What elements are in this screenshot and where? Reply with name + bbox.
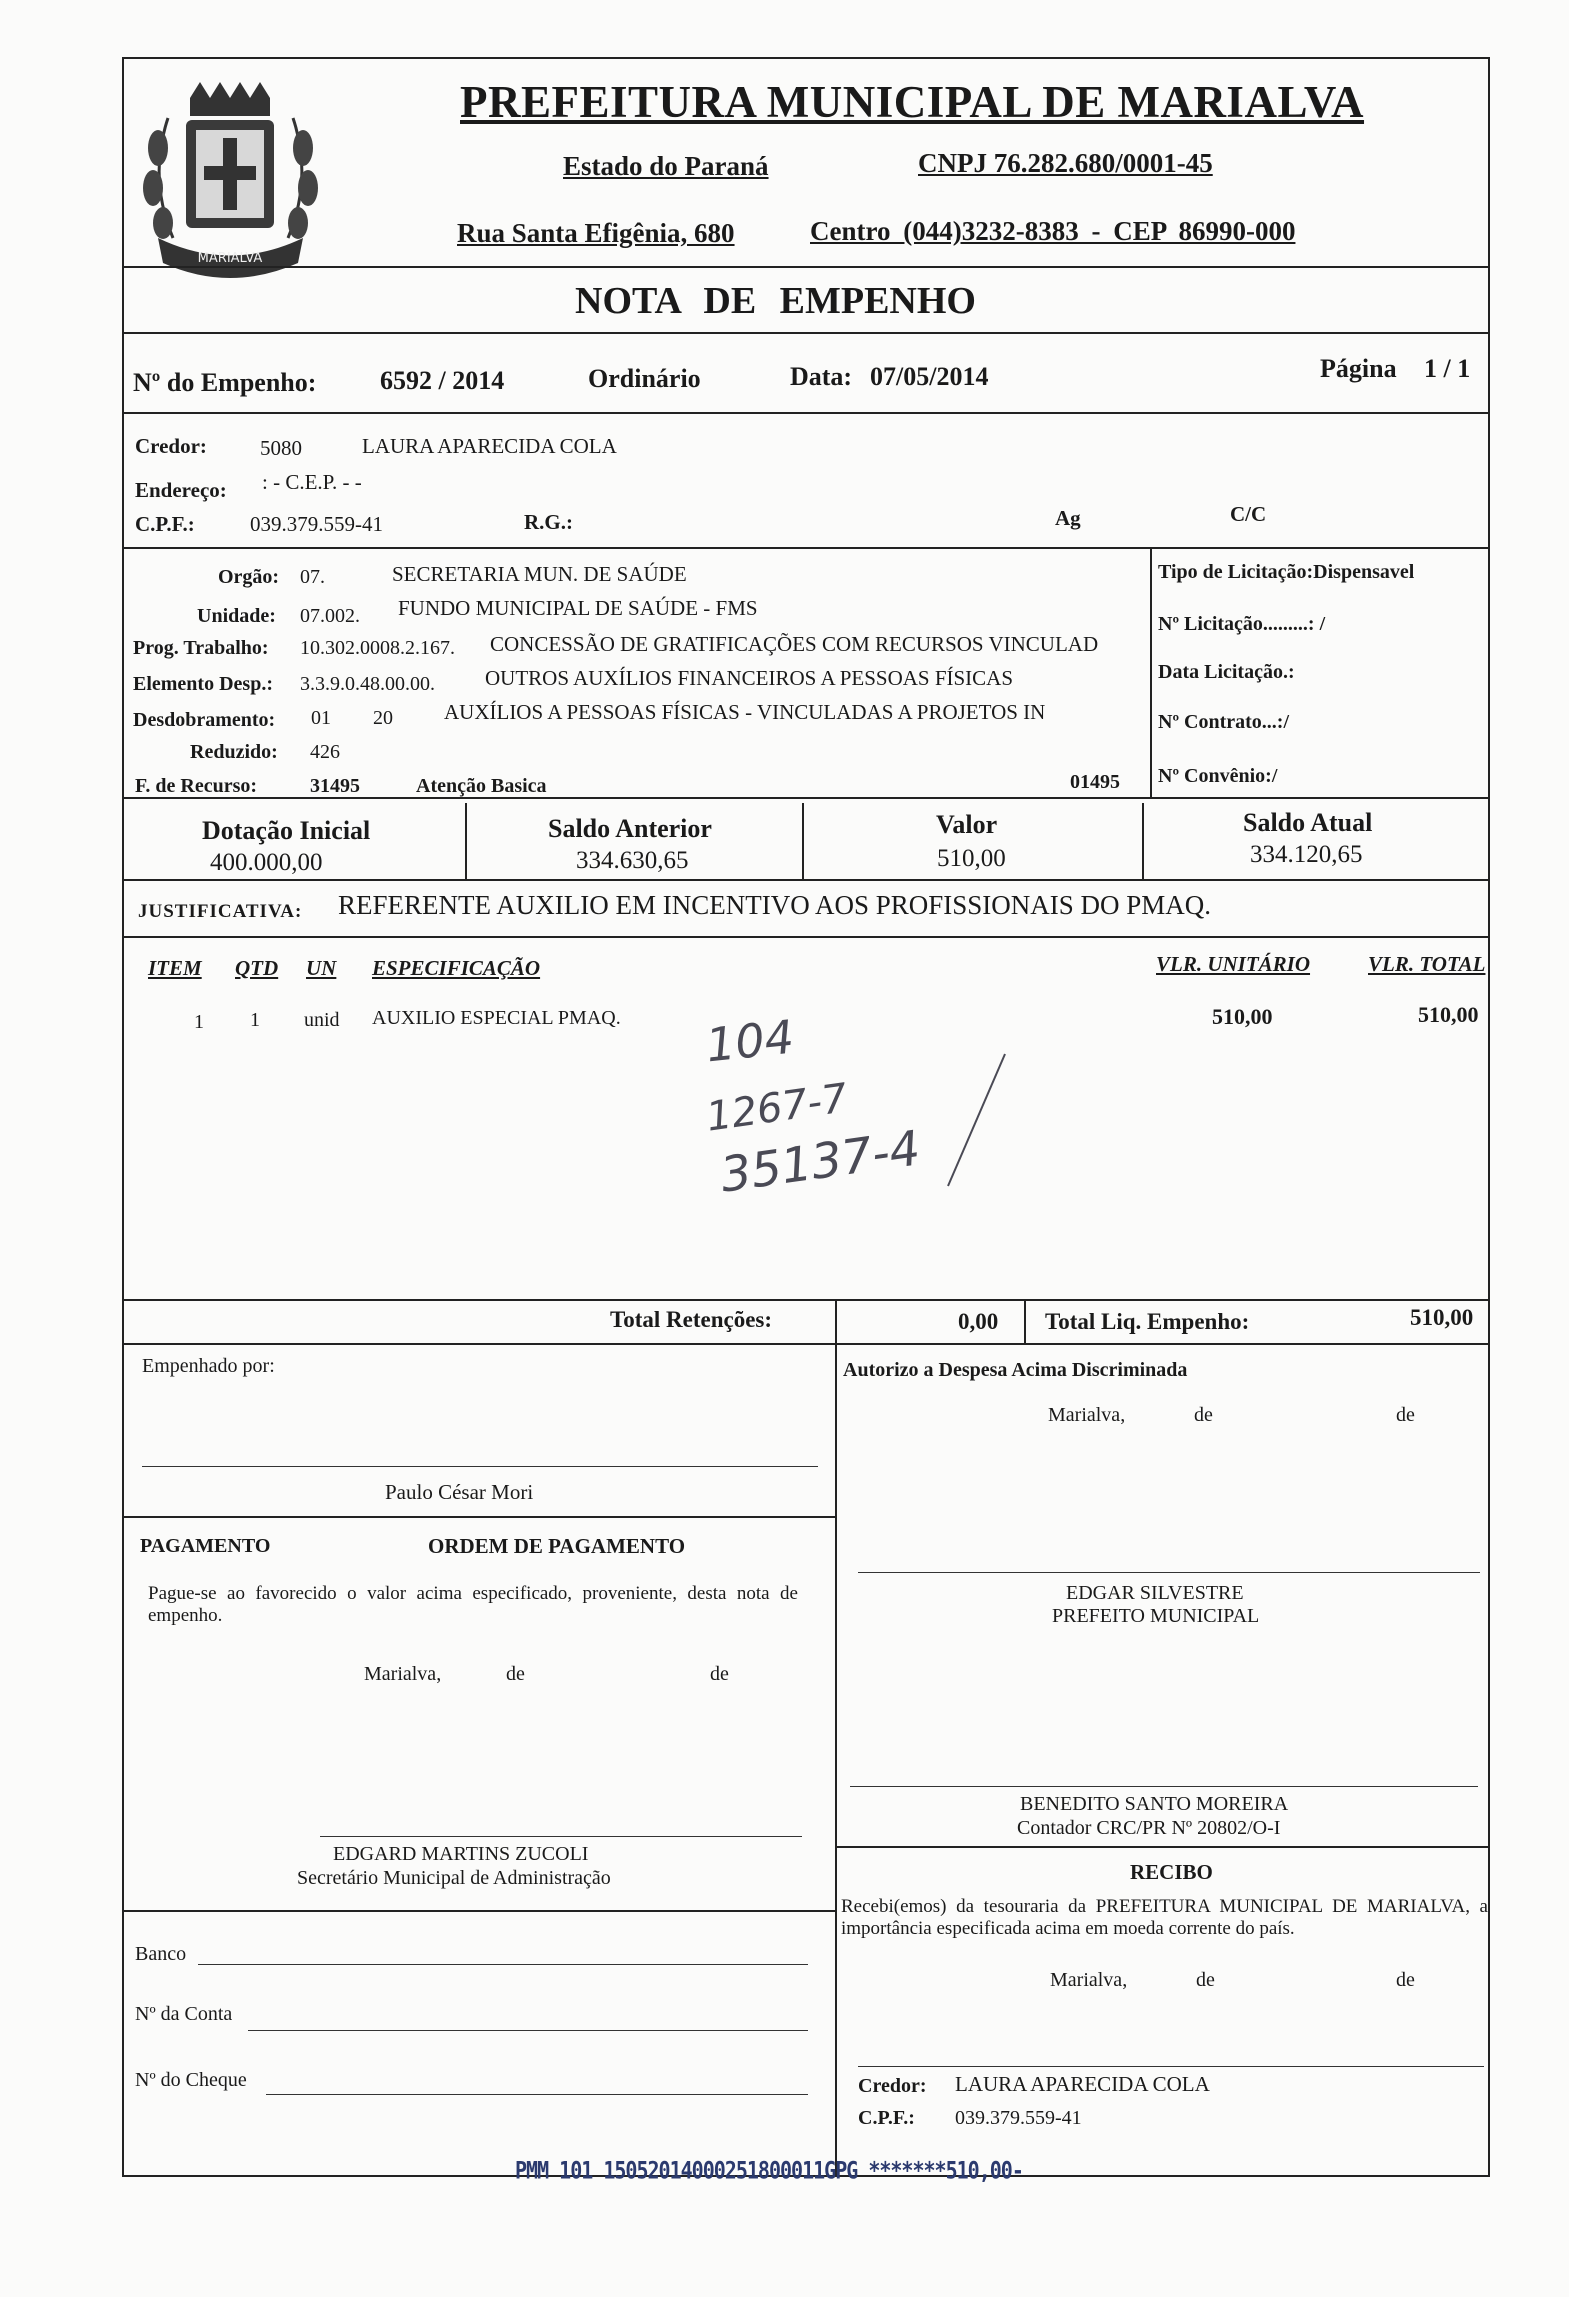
municipal-crest	[128, 78, 333, 298]
autorizo-de-2: de	[1396, 1404, 1415, 1426]
recibo-de-1: de	[1196, 1969, 1215, 1991]
prog-trabalho-label: Prog. Trabalho:	[133, 637, 269, 659]
cpf-label: C.P.F.:	[135, 512, 195, 536]
saldo-atual-value: 334.120,65	[1250, 841, 1363, 868]
elemento-name: OUTROS AUXÍLIOS FINANCEIROS A PESSOAS FÍSICAS	[485, 666, 1014, 690]
empenho-number: 6592 / 2014	[380, 366, 505, 395]
empenhado-signer: Paulo César Mori	[385, 1480, 534, 1504]
col-especificacao: ESPECIFICAÇÃO	[372, 956, 541, 980]
cc-label: C/C	[1230, 502, 1267, 526]
empenhado-por-label: Empenhado por:	[142, 1355, 275, 1377]
pagamento-de-2: de	[710, 1663, 729, 1685]
col-item: ITEM	[148, 956, 202, 980]
autorizo-label: Autorizo a Despesa Acima Discriminada	[843, 1359, 1188, 1381]
cheque-label: Nº do Cheque	[135, 2069, 247, 2091]
desdobramento-label: Desdobramento:	[133, 709, 276, 731]
handwritten-note-2: 1267-7	[703, 1075, 851, 1141]
contador-title: Contador CRC/PR Nº 20802/O-I	[1017, 1817, 1281, 1839]
street-address: Rua Santa Efigênia, 680	[457, 218, 735, 248]
empenho-date: 07/05/2014	[870, 362, 989, 391]
licitacao-data: Data Licitação.:	[1158, 661, 1295, 683]
prefeito-title: PREFEITO MUNICIPAL	[1052, 1605, 1260, 1627]
handwritten-slash	[940, 1050, 1010, 1190]
credor-code: 5080	[260, 436, 302, 460]
licitacao-numero: Nº Licitação.........: /	[1158, 613, 1326, 635]
empenho-number-label: Nº do Empenho:	[133, 368, 317, 397]
orgao-name: SECRETARIA MUN. DE SAÚDE	[392, 562, 687, 586]
prefeito-name: EDGAR SILVESTRE	[1066, 1582, 1244, 1604]
pagamento-place: Marialva,	[364, 1663, 442, 1685]
recibo-label: RECIBO	[1130, 1860, 1213, 1884]
row-especificacao: AUXILIO ESPECIAL PMAQ.	[372, 1007, 621, 1029]
dotacao-inicial-value: 400.000,00	[210, 849, 323, 876]
recibo-place: Marialva,	[1050, 1969, 1128, 1991]
secretario-title: Secretário Municipal de Administração	[297, 1867, 611, 1889]
contador-name: BENEDITO SANTO MOREIRA	[1020, 1793, 1289, 1815]
total-liquido-label: Total Liq. Empenho:	[1045, 1309, 1250, 1334]
col-qtd: QTD	[235, 956, 279, 980]
total-retencoes-label: Total Retenções:	[610, 1307, 773, 1332]
row-vlr-total: 510,00	[1418, 1002, 1479, 1027]
recurso-code: 31495	[310, 775, 360, 797]
valor-value: 510,00	[937, 845, 1006, 872]
cpf-value: 039.379.559-41	[250, 512, 383, 536]
saldo-anterior-value: 334.630,65	[576, 847, 689, 874]
recurso-code-2: 01495	[1070, 771, 1120, 793]
recibo-text: Recebi(emos) da tesouraria da PREFEITURA MUNICIPAL DE MARIALVA, a importância especificada acima em moeda corrente do país.	[841, 1896, 1488, 1940]
saldo-anterior-label: Saldo Anterior	[548, 814, 712, 843]
rg-label: R.G.:	[524, 510, 573, 534]
recibo-credor-label: Credor:	[858, 2075, 927, 2097]
footer-code: PMM 101 15052014000251800011GPG *******510,00-	[515, 2155, 1023, 2185]
handwritten-note-3: 35137-4	[717, 1120, 924, 1204]
ordem-pagamento-label: ORDEM DE PAGAMENTO	[428, 1534, 686, 1558]
prog-trabalho-name: CONCESSÃO DE GRATIFICAÇÕES COM RECURSOS VINCULAD	[490, 632, 1099, 656]
unidade-name: FUNDO MUNICIPAL DE SAÚDE - FMS	[398, 596, 758, 620]
crest-banner-text: MARIALVA	[197, 251, 263, 266]
pagamento-text: Pague-se ao favorecido o valor acima especificado, proveniente, desta nota de empenho.	[148, 1583, 798, 1626]
cnpj: CNPJ 76.282.680/0001-45	[918, 148, 1213, 178]
desdobramento-code-2: 20	[373, 707, 393, 729]
page-number: 1 / 1	[1424, 354, 1471, 383]
total-retencoes-value: 0,00	[958, 1309, 999, 1334]
unidade-code: 07.002.	[300, 605, 360, 627]
licitacao-tipo: Tipo de Licitação:Dispensavel	[1158, 561, 1415, 583]
col-un: UN	[306, 956, 337, 980]
recurso-name: Atenção Basica	[416, 775, 547, 797]
endereco-label: Endereço:	[135, 478, 227, 502]
recibo-cpf: 039.379.559-41	[955, 2107, 1082, 2129]
empenho-date-label: Data:	[790, 362, 853, 391]
secretario-name: EDGARD MARTINS ZUCOLI	[333, 1843, 589, 1865]
dotacao-inicial-label: Dotação Inicial	[202, 816, 371, 845]
justificativa-text: REFERENTE AUXILIO EM INCENTIVO AOS PROFISSIONAIS DO PMAQ.	[338, 890, 1212, 920]
credor-name: LAURA APARECIDA COLA	[362, 434, 617, 458]
district-phone-cep: Centro (044)3232-8383 - CEP 86990-000	[810, 216, 1296, 246]
pagamento-label: PAGAMENTO	[140, 1535, 271, 1557]
banco-label: Banco	[135, 1943, 187, 1965]
total-liquido-value: 510,00	[1410, 1305, 1474, 1330]
orgao-label: Orgão:	[218, 566, 280, 588]
empenho-type: Ordinário	[588, 364, 701, 393]
orgao-code: 07.	[300, 566, 325, 588]
state-name: Estado do Paraná	[563, 151, 769, 181]
col-vlr-total: VLR. TOTAL	[1368, 952, 1486, 976]
credor-label: Credor:	[135, 434, 207, 458]
row-un: unid	[304, 1009, 340, 1031]
valor-label: Valor	[936, 810, 998, 839]
saldo-atual-label: Saldo Atual	[1243, 808, 1373, 837]
row-qtd: 1	[250, 1009, 260, 1031]
recurso-label: F. de Recurso:	[135, 775, 258, 797]
endereco-value: : - C.E.P. - -	[262, 470, 362, 494]
unidade-label: Unidade:	[197, 605, 276, 627]
recibo-cpf-label: C.P.F.:	[858, 2107, 915, 2129]
autorizo-place: Marialva,	[1048, 1404, 1126, 1426]
elemento-label: Elemento Desp.:	[133, 673, 273, 695]
ag-label: Ag	[1055, 506, 1081, 530]
col-vlr-unitario: VLR. UNITÁRIO	[1156, 952, 1311, 976]
licitacao-convenio: Nº Convênio:/	[1158, 765, 1278, 787]
row-item: 1	[194, 1011, 204, 1033]
page-label: Página	[1320, 354, 1397, 383]
pagamento-de-1: de	[506, 1663, 525, 1685]
recibo-de-2: de	[1396, 1969, 1415, 1991]
desdobramento-code-1: 01	[311, 707, 331, 729]
handwritten-note-1: 104	[703, 1009, 797, 1073]
municipality-title: PREFEITURA MUNICIPAL DE MARIALVA	[460, 77, 1365, 127]
autorizo-de-1: de	[1194, 1404, 1213, 1426]
licitacao-contrato: Nº Contrato...:/	[1158, 711, 1290, 733]
recibo-credor-name: LAURA APARECIDA COLA	[955, 2072, 1210, 2096]
elemento-code: 3.3.9.0.48.00.00.	[300, 673, 435, 695]
justificativa-label: JUSTIFICATIVA:	[138, 901, 303, 922]
conta-label: Nº da Conta	[135, 2003, 233, 2025]
desdobramento-name: AUXÍLIOS A PESSOAS FÍSICAS - VINCULADAS A PROJETOS IN	[444, 700, 1046, 724]
reduzido-value: 426	[310, 741, 340, 763]
prog-trabalho-code: 10.302.0008.2.167.	[300, 637, 455, 659]
row-vlr-unitario: 510,00	[1212, 1004, 1273, 1029]
reduzido-label: Reduzido:	[190, 741, 278, 763]
document-title: NOTA DE EMPENHO	[575, 280, 976, 322]
